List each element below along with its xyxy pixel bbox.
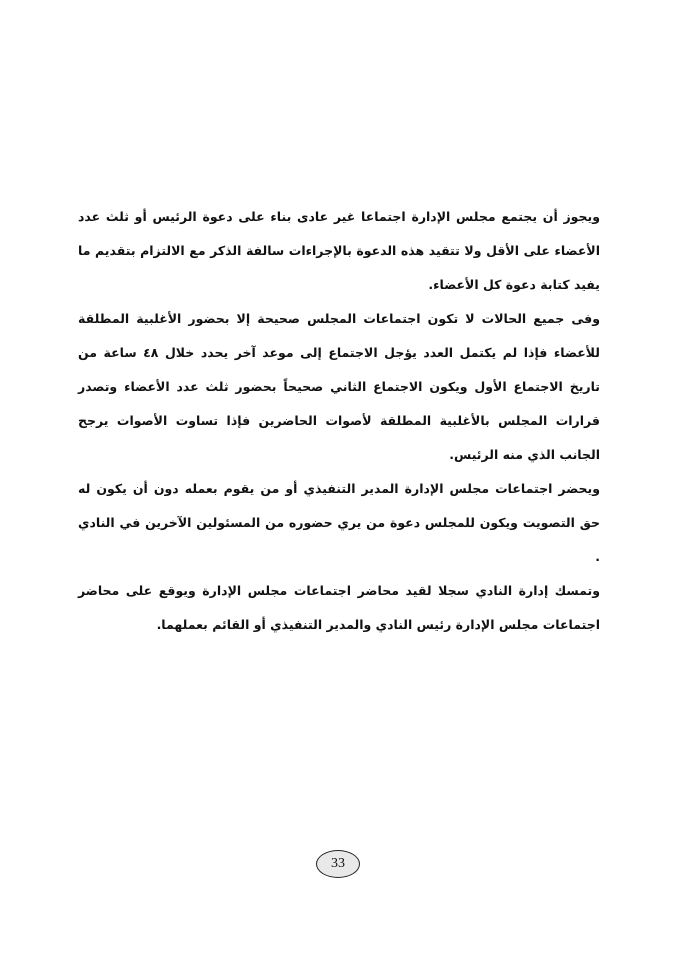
page-number-badge bbox=[316, 850, 360, 878]
page-number: 33 bbox=[331, 856, 345, 871]
paragraph-board-extraordinary-meeting: ويجوز أن يجتمع مجلس الإدارة اجتماعا غير عادى بناء على دعوة الرئيس أو ثلث عدد الأعضاء على الأقل ولا تتقيد هذه الدعوة بالإجراءات سالفة الذكر مع الالتزام بتقديم ما يفيد كتابة دعوة كل الأعضاء. bbox=[78, 209, 600, 292]
paragraph-minutes-register: وتمسك إدارة النادي سجلا لقيد محاضر اجتماعات مجلس الإدارة ويوقع على محاضر اجتماعات مجلس الإدارة رئيس النادي والمدير التنفيذي أو القائم بعملهما. bbox=[78, 583, 600, 632]
paragraph-executive-director-attendance: ويحضر اجتماعات مجلس الإدارة المدير التنفيذي أو من يقوم بعمله دون أن يكون له حق التصويت ويكون للمجلس دعوة من يري حضوره من المسئولين الآخرين في النادي . bbox=[78, 481, 600, 564]
paragraph-meeting-quorum: وفى جميع الحالات لا تكون اجتماعات المجلس صحيحة إلا بحضور الأغلبية المطلقة للأعضاء فإذا لم يكتمل العدد يؤجل الاجتماع إلى موعد آخر يحدد خلال ٤٨ ساعة من تاريخ الاجتماع الأول ويكون الاجتماع الثاني صحيحاً بحضور ثلث عدد الأعضاء وتصدر قرارات المجلس بالأغلبية المطلقة لأصوات الحاضرين فإذا تساوت الأصوات يرجح الجانب الذي منه الرئيس. bbox=[78, 311, 600, 462]
body-text bbox=[78, 200, 600, 642]
